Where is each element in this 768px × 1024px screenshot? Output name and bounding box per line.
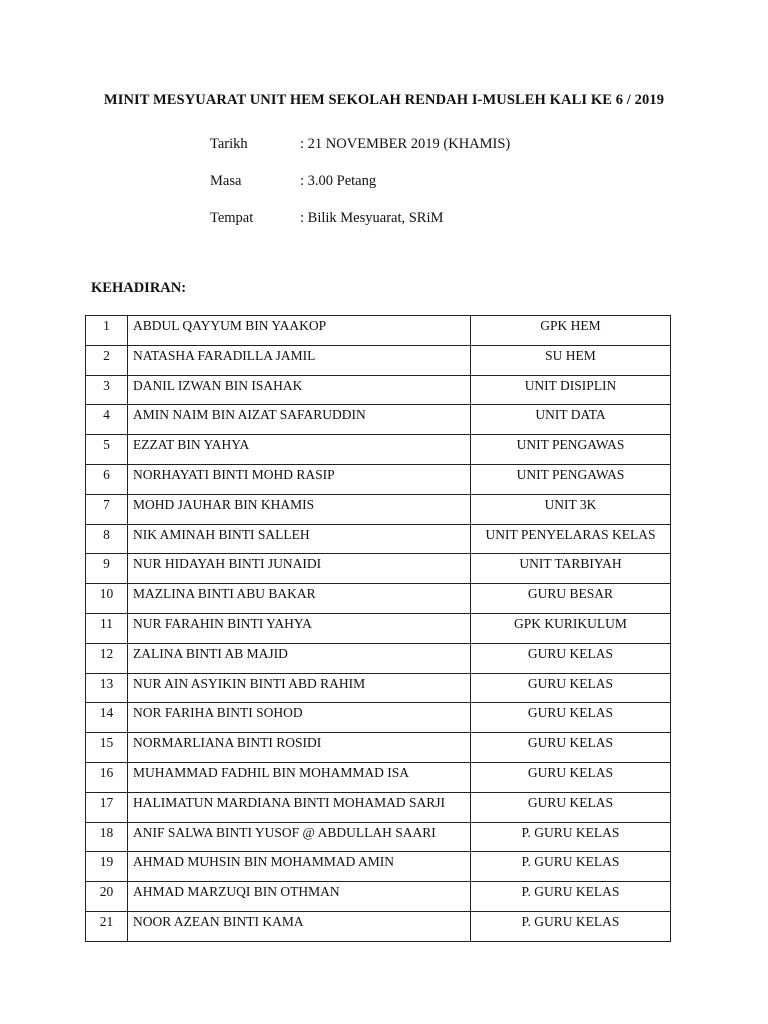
role-cell: GURU KELAS [471, 703, 671, 733]
role-cell: UNIT PENGAWAS [471, 464, 671, 494]
table-row [86, 762, 671, 792]
row-number-cell: 19 [86, 852, 128, 882]
detail-label: Tempat [210, 210, 254, 226]
attendance-table [85, 315, 671, 942]
role-cell: GURU KELAS [471, 792, 671, 822]
table-row [86, 345, 671, 375]
table-row [86, 554, 671, 584]
detail-label: Masa [210, 173, 242, 189]
row-number-cell: 16 [86, 762, 128, 792]
name-cell: MAZLINA BINTI ABU BAKAR [128, 584, 471, 614]
name-cell: NUR FARAHIN BINTI YAHYA [128, 613, 471, 643]
role-cell: GPK KURIKULUM [471, 613, 671, 643]
name-cell: NORHAYATI BINTI MOHD RASIP [128, 464, 471, 494]
role-cell: SU HEM [471, 345, 671, 375]
attendance-heading: KEHADIRAN: [91, 280, 187, 296]
role-cell: UNIT 3K [471, 494, 671, 524]
role-cell: UNIT TARBIYAH [471, 554, 671, 584]
table-row [86, 464, 671, 494]
detail-label: Tarikh [210, 136, 248, 152]
row-number-cell: 14 [86, 703, 128, 733]
role-cell: UNIT DATA [471, 405, 671, 435]
table-row [86, 733, 671, 763]
role-cell: GURU BESAR [471, 584, 671, 614]
name-cell: ZALINA BINTI AB MAJID [128, 643, 471, 673]
row-number-cell: 6 [86, 464, 128, 494]
row-number-cell: 21 [86, 911, 128, 941]
role-cell: P. GURU KELAS [471, 852, 671, 882]
row-number-cell: 11 [86, 613, 128, 643]
role-cell: P. GURU KELAS [471, 911, 671, 941]
row-number-cell: 5 [86, 435, 128, 465]
row-number-cell: 13 [86, 673, 128, 703]
role-cell: GURU KELAS [471, 673, 671, 703]
table-row [86, 643, 671, 673]
name-cell: NUR AIN ASYIKIN BINTI ABD RAHIM [128, 673, 471, 703]
role-cell: UNIT PENGAWAS [471, 435, 671, 465]
role-cell: GURU KELAS [471, 733, 671, 763]
document-title: MINIT MESYUARAT UNIT HEM SEKOLAH RENDAH I-MUSLEH KALI KE 6 / 2019 [103, 92, 665, 108]
row-number-cell: 7 [86, 494, 128, 524]
table-row [86, 375, 671, 405]
table-row [86, 822, 671, 852]
table-row [86, 852, 671, 882]
row-number-cell: 8 [86, 524, 128, 554]
name-cell: MUHAMMAD FADHIL BIN MOHAMMAD ISA [128, 762, 471, 792]
row-number-cell: 15 [86, 733, 128, 763]
row-number-cell: 2 [86, 345, 128, 375]
name-cell: NUR HIDAYAH BINTI JUNAIDI [128, 554, 471, 584]
row-number-cell: 4 [86, 405, 128, 435]
role-cell: GURU KELAS [471, 762, 671, 792]
attendance-table-body [86, 316, 671, 942]
name-cell: HALIMATUN MARDIANA BINTI MOHAMAD SARJI [128, 792, 471, 822]
role-cell: P. GURU KELAS [471, 822, 671, 852]
row-number-cell: 17 [86, 792, 128, 822]
row-number-cell: 20 [86, 882, 128, 912]
table-row [86, 911, 671, 941]
detail-value: : 3.00 Petang [300, 173, 377, 189]
row-number-cell: 10 [86, 584, 128, 614]
row-number-cell: 3 [86, 375, 128, 405]
role-cell: GPK HEM [471, 316, 671, 346]
name-cell: ABDUL QAYYUM BIN YAAKOP [128, 316, 471, 346]
row-number-cell: 18 [86, 822, 128, 852]
name-cell: NOR FARIHA BINTI SOHOD [128, 703, 471, 733]
name-cell: NOOR AZEAN BINTI KAMA [128, 911, 471, 941]
row-number-cell: 1 [86, 316, 128, 346]
table-row [86, 613, 671, 643]
name-cell: AMIN NAIM BIN AIZAT SAFARUDDIN [128, 405, 471, 435]
table-row [86, 703, 671, 733]
detail-value: : 21 NOVEMBER 2019 (KHAMIS) [300, 136, 511, 152]
name-cell: NIK AMINAH BINTI SALLEH [128, 524, 471, 554]
table-row [86, 316, 671, 346]
role-cell: P. GURU KELAS [471, 882, 671, 912]
table-row [86, 435, 671, 465]
name-cell: ANIF SALWA BINTI YUSOF @ ABDULLAH SAARI [128, 822, 471, 852]
name-cell: AHMAD MUHSIN BIN MOHAMMAD AMIN [128, 852, 471, 882]
table-row [86, 882, 671, 912]
detail-value: : Bilik Mesyuarat, SRiM [300, 210, 444, 226]
role-cell: UNIT PENYELARAS KELAS [471, 524, 671, 554]
table-row [86, 673, 671, 703]
table-row [86, 494, 671, 524]
name-cell: MOHD JAUHAR BIN KHAMIS [128, 494, 471, 524]
table-row [86, 584, 671, 614]
name-cell: AHMAD MARZUQI BIN OTHMAN [128, 882, 471, 912]
table-row [86, 405, 671, 435]
role-cell: UNIT DISIPLIN [471, 375, 671, 405]
name-cell: NATASHA FARADILLA JAMIL [128, 345, 471, 375]
row-number-cell: 9 [86, 554, 128, 584]
name-cell: NORMARLIANA BINTI ROSIDI [128, 733, 471, 763]
row-number-cell: 12 [86, 643, 128, 673]
role-cell: GURU KELAS [471, 643, 671, 673]
table-row [86, 792, 671, 822]
name-cell: DANIL IZWAN BIN ISAHAK [128, 375, 471, 405]
name-cell: EZZAT BIN YAHYA [128, 435, 471, 465]
table-row [86, 524, 671, 554]
